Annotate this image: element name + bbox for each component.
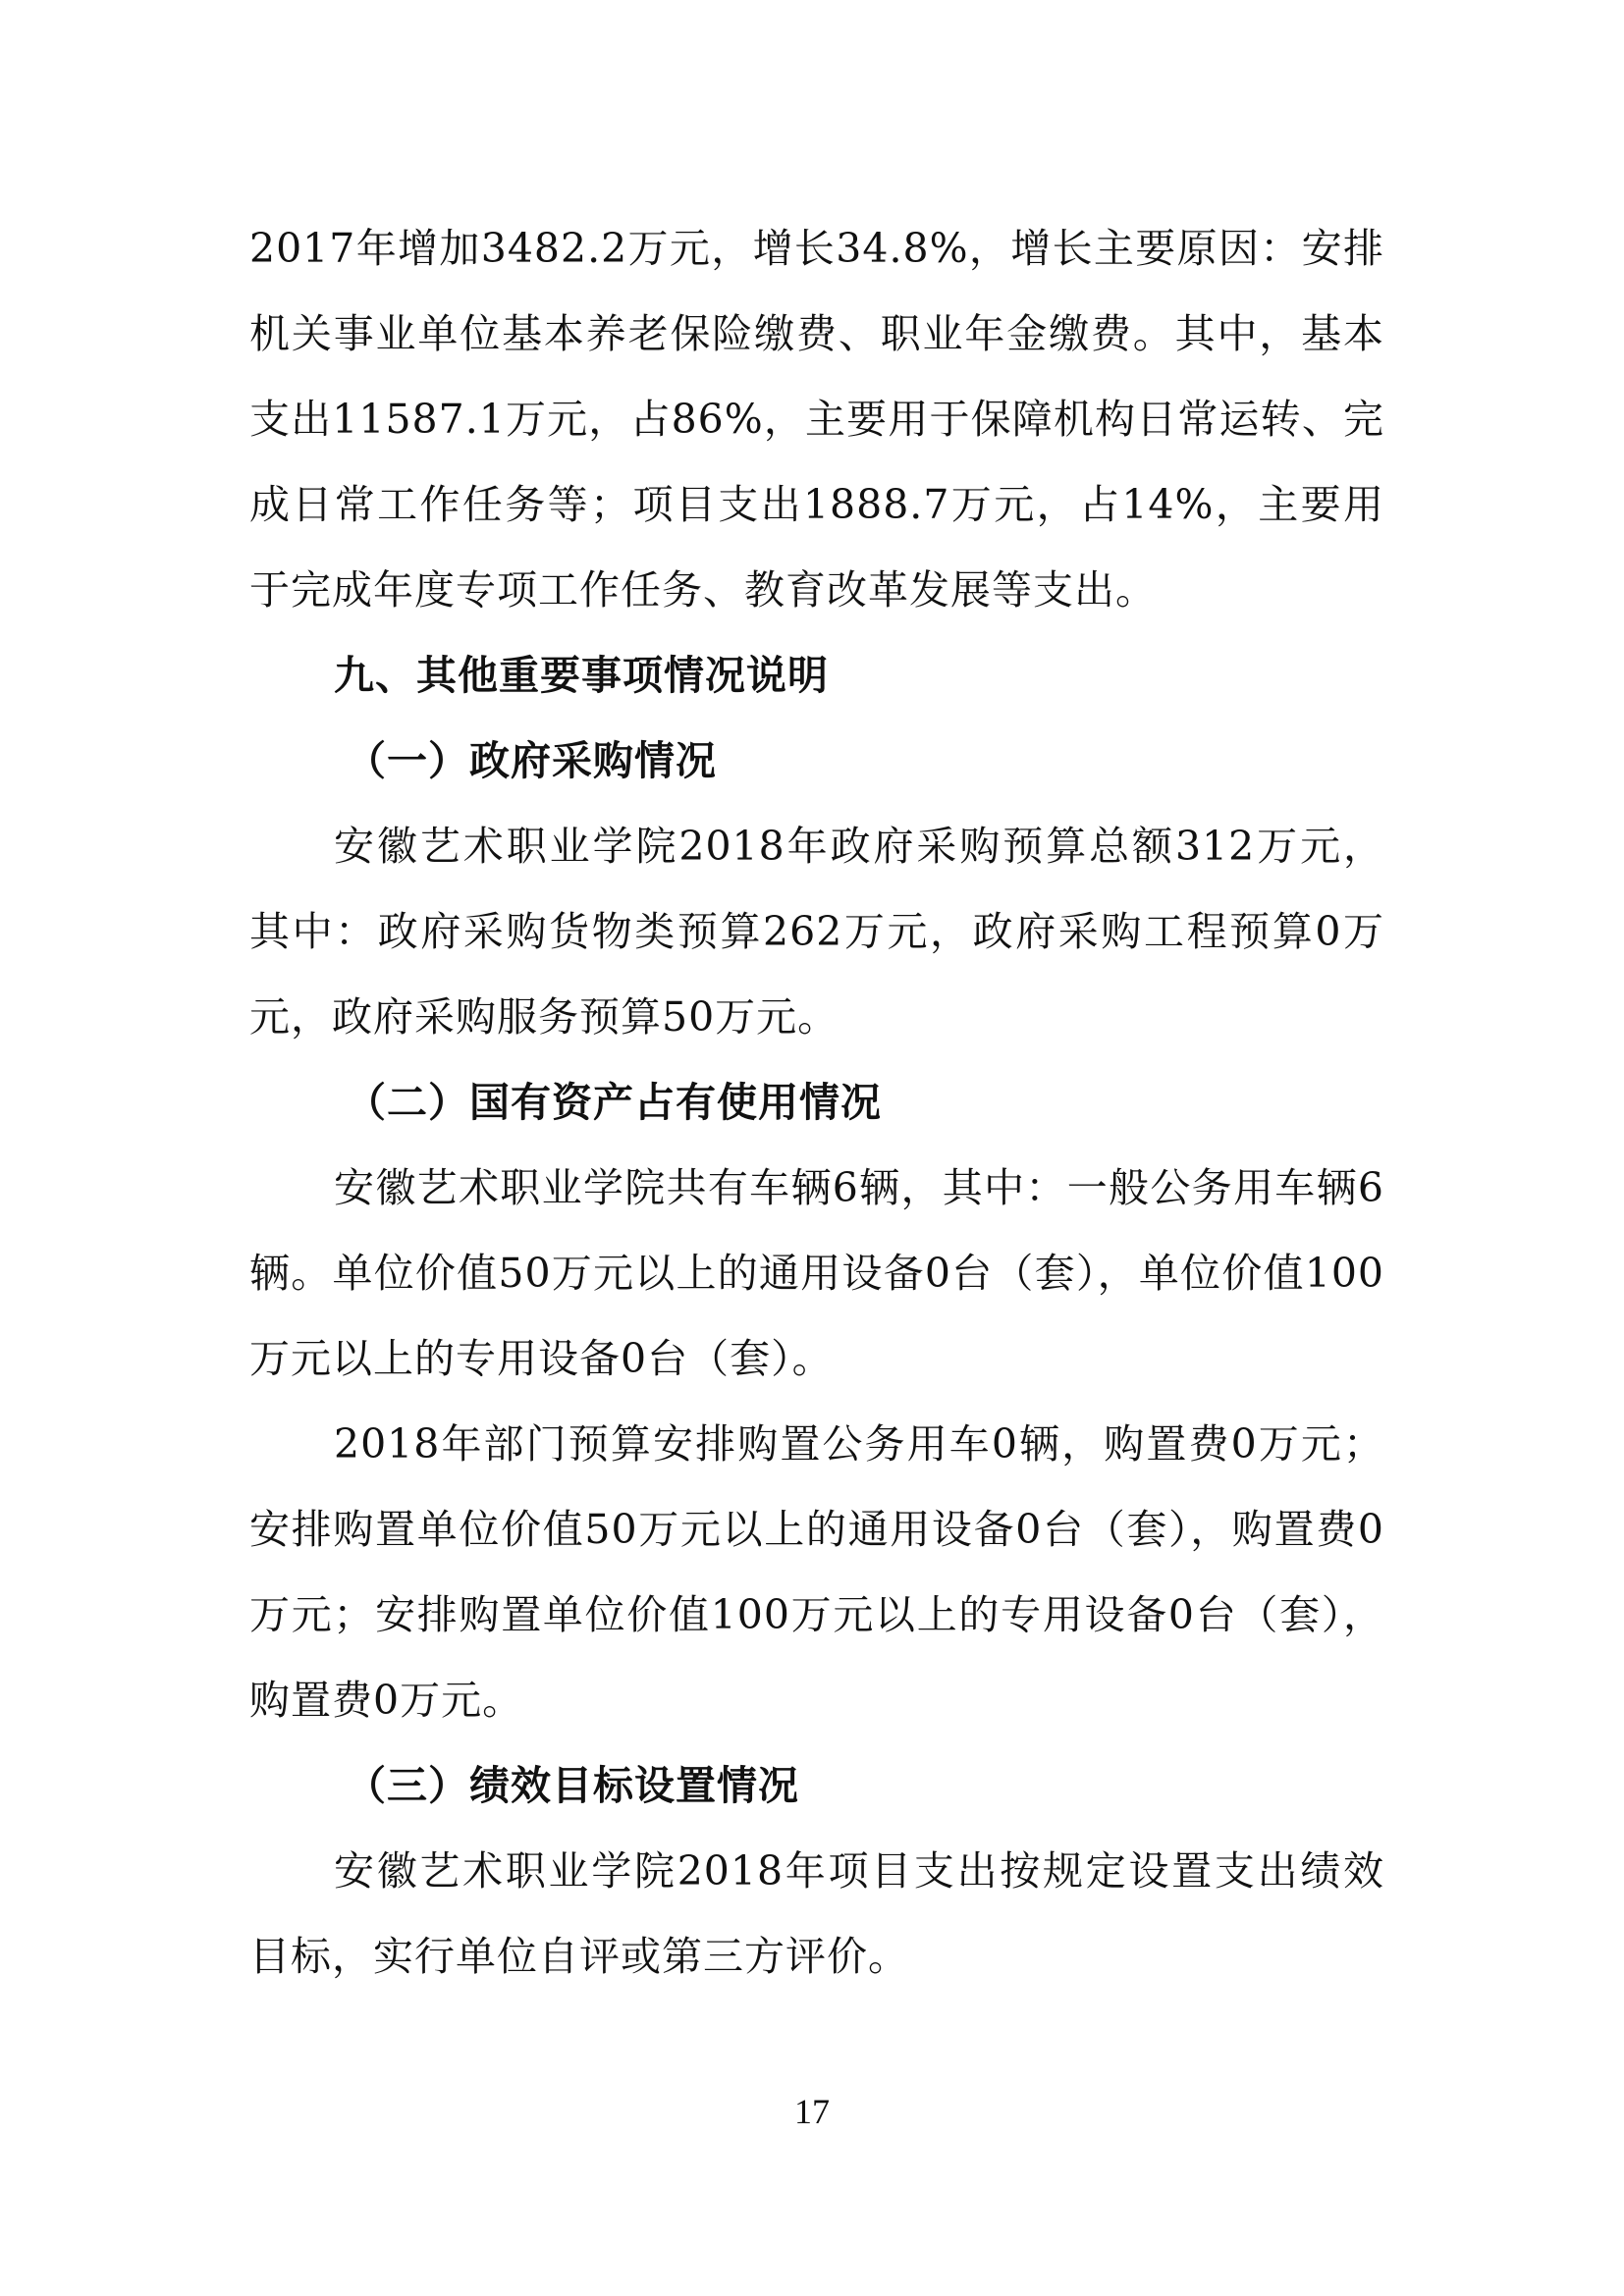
paragraph-purchases: 2018年部门预算安排购置公务用车0辆，购置费0万元；安排购置单位价值50万元以上的通用设备0台（套），购置费0万元；安排购置单位价值100万元以上的专用设备0台（套），购置费0万元。 [249, 1420, 1384, 1724]
subheading-state-assets: （二）国有资产占有使用情况 [346, 1079, 882, 1126]
subheading-performance-goals: （三）绩效目标设置情况 [346, 1762, 799, 1809]
paragraph-procurement: 安徽艺术职业学院2018年政府采购预算总额312万元，其中：政府采购货物类预算262万元，政府采购工程预算0万元，政府采购服务预算50万元。 [249, 823, 1384, 1041]
section-heading-other-matters: 九、其他重要事项情况说明 [334, 652, 829, 699]
paragraph-vehicles: 安徽艺术职业学院共有车辆6辆，其中：一般公务用车辆6辆。单位价值50万元以上的通用设备0台（套），单位价值100万元以上的专用设备0台（套）。 [249, 1164, 1384, 1382]
subheading-government-procurement: （一）政府采购情况 [346, 737, 717, 784]
paragraph-performance: 安徽艺术职业学院2018年项目支出按规定设置支出绩效目标，实行单位自评或第三方评价。 [249, 1847, 1384, 1980]
page-number: 17 [794, 2092, 830, 2131]
paragraph-budget-growth: 2017年增加3482.2万元，增长34.8%，增长主要原因：安排机关事业单位基本养老保险缴费、职业年金缴费。其中，基本支出11587.1万元，占86%，主要用于保障机构日常运转、完成日常工作任务等；项目支出1888.7万元，占14%，主要用于完成年度专项工作任务、教育改革发展等支出。 [249, 225, 1384, 614]
body-text [249, 206, 1384, 2000]
